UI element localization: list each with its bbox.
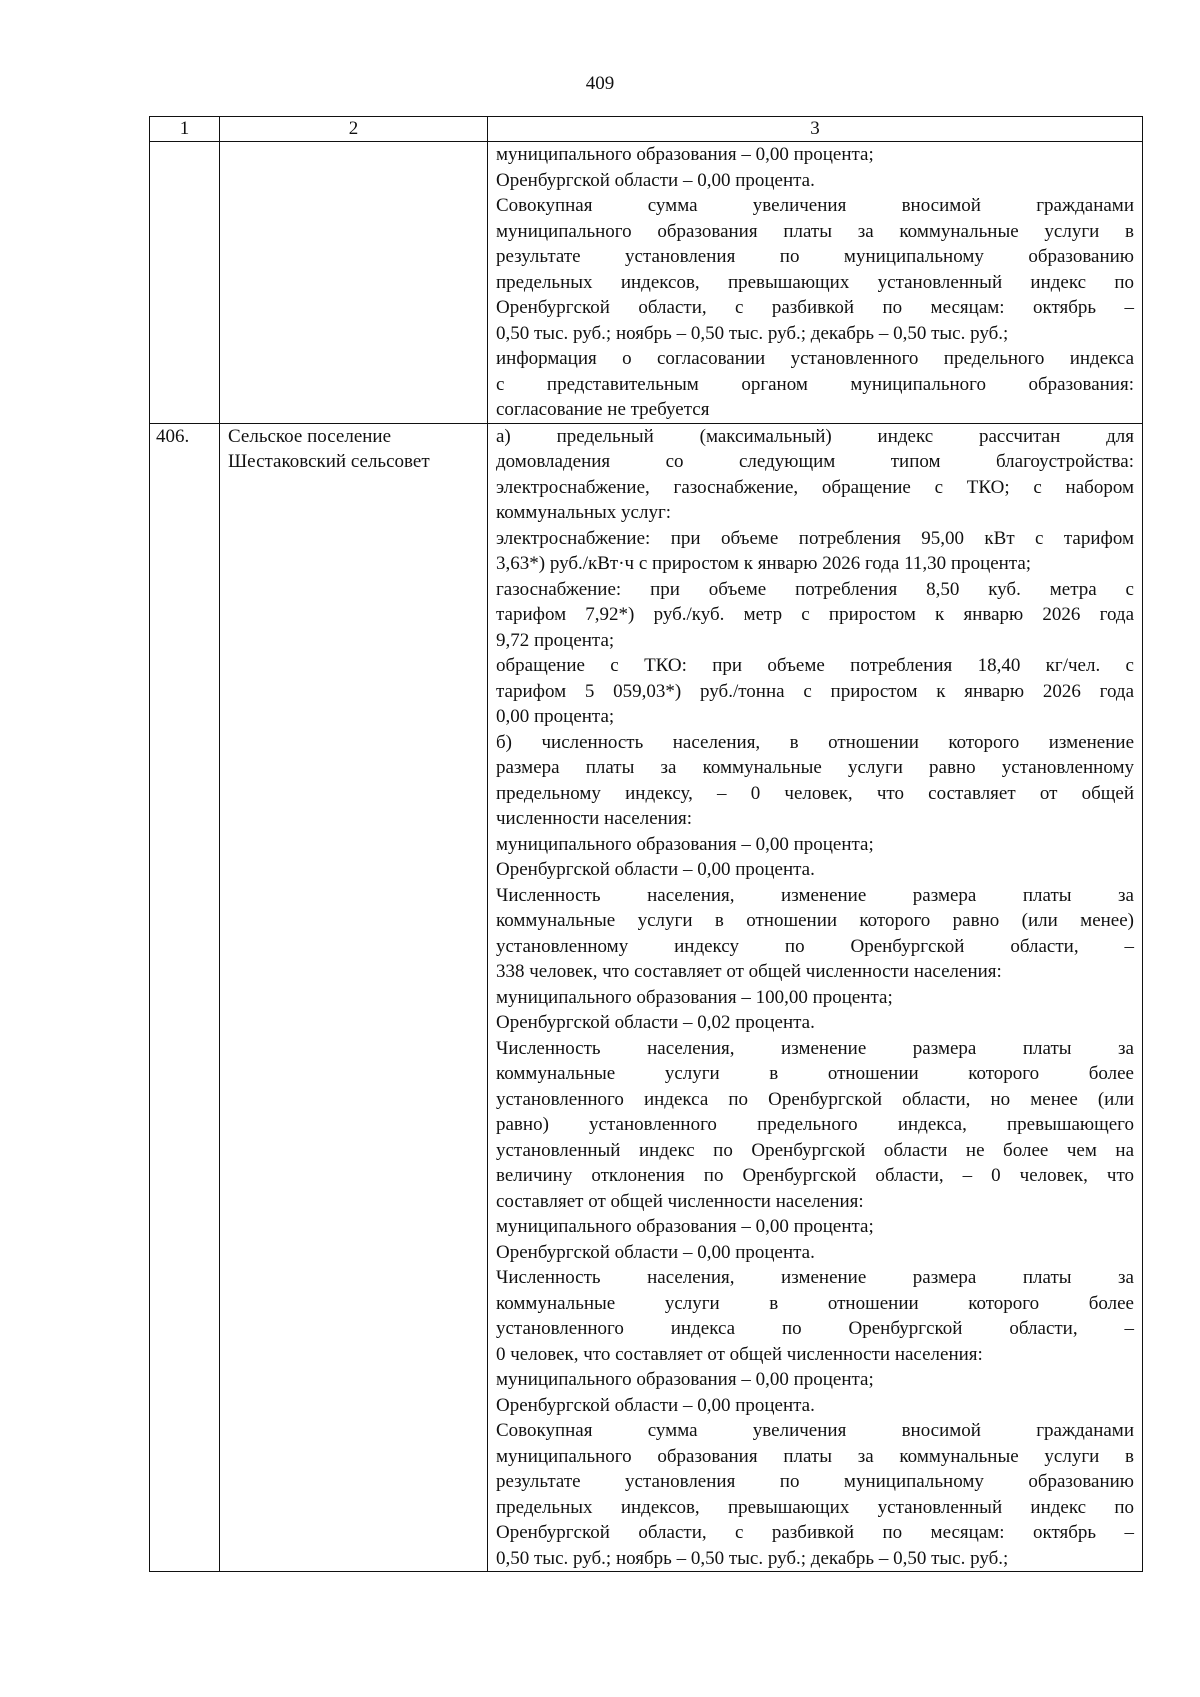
description-line: коммунальные услуги в отношении которого более xyxy=(496,1292,1134,1314)
description-line: коммунальных услуг: xyxy=(496,502,672,523)
description-line: муниципального образования платы за коммунальные услуги в xyxy=(496,220,1134,242)
description-line: равно) установленного предельного индекса, превышающего xyxy=(496,1114,1134,1135)
description-line: установленного индекса по Оренбургской области, – xyxy=(496,1318,1134,1339)
description-line: предельному индексу, – 0 человек, что составляет от общей xyxy=(496,782,1134,804)
header-cell-3: 3 xyxy=(488,117,1143,142)
description-line: 9,72 процента; xyxy=(496,629,615,651)
description-line: Численность населения, изменение размера платы за xyxy=(496,1037,1134,1059)
municipality-name-line: Шестаковский сельсовет xyxy=(228,451,430,472)
description-line: Оренбургской области – 0,02 процента. xyxy=(496,1012,815,1033)
description-cell xyxy=(488,142,1143,424)
description-line: тарифом 5 059,03*) руб./тонна с приростом к январю 2026 года xyxy=(496,680,1134,702)
header-cell-2: 2 xyxy=(220,117,488,142)
description-line: установленному индексу по Оренбургской области, – xyxy=(496,935,1134,957)
description-line: предельных индексов, превышающих установленный индекс по xyxy=(496,1496,1134,1518)
description-line: с представительным органом муниципального образования: xyxy=(496,373,1134,395)
description-line: Оренбургской области – 0,00 процента. xyxy=(496,1241,815,1263)
municipality-name-cell xyxy=(220,423,488,1572)
description-line: электроснабжение, газоснабжение, обращение с ТКО; с набором xyxy=(496,476,1134,498)
description-line: домовладения со следующим типом благоустройства: xyxy=(496,451,1134,472)
description-line: б) численность населения, в отношении которого изменение xyxy=(496,731,1134,753)
page-number: 409 xyxy=(585,73,615,94)
description-line: согласование не требуется xyxy=(496,399,710,420)
description-line: составляет от общей численности населения: xyxy=(496,1190,864,1212)
description-line: тарифом 7,92*) руб./куб. метр с приростом к январю 2026 года xyxy=(496,604,1134,625)
description-line: муниципального образования платы за коммунальные услуги в xyxy=(496,1445,1134,1467)
description-line: коммунальные услуги в отношении которого более xyxy=(496,1063,1134,1084)
description-line: Численность населения, изменение размера платы за xyxy=(496,1267,1134,1288)
municipality-name-cell xyxy=(220,142,488,424)
description-line: численности населения: xyxy=(496,808,693,829)
description-line: предельных индексов, превышающих установленный индекс по xyxy=(496,271,1134,293)
description-line: электроснабжение: при объеме потребления 95,00 кВт с тарифом xyxy=(496,527,1134,549)
description-line: установленного индекса по Оренбургской области, но менее (или xyxy=(496,1088,1134,1110)
description-line: результате установления по муниципальному образованию xyxy=(496,246,1134,267)
description-line: обращение с ТКО: при объеме потребления 18,40 кг/чел. с xyxy=(496,655,1134,676)
table-row xyxy=(150,142,1143,424)
document-table xyxy=(149,116,1143,1572)
description-line: 3,63*) руб./кВт·ч с приростом к январю 2026 года 11,30 процента; xyxy=(496,553,1032,574)
description-line: Совокупная сумма увеличения вносимой гражданами xyxy=(496,195,1134,216)
description-cell xyxy=(488,423,1143,1572)
description-line: величину отклонения по Оренбургской области, – 0 человек, что xyxy=(496,1165,1134,1186)
table-row xyxy=(150,423,1143,1572)
description-line: Оренбургской области – 0,00 процента. xyxy=(496,1394,815,1416)
description-line: муниципального образования – 0,00 процента; xyxy=(496,1369,874,1390)
header-cell-1: 1 xyxy=(150,117,220,142)
description-line: Оренбургской области – 0,00 процента. xyxy=(496,169,815,191)
description-line: установленный индекс по Оренбургской области не более чем на xyxy=(496,1139,1134,1161)
description-line: Оренбургской области, с разбивкой по месяцам: октябрь – xyxy=(496,297,1134,318)
row-number-cell xyxy=(150,142,220,424)
description-line: 338 человек, что составляет от общей численности населения: xyxy=(496,961,1002,982)
description-line: 0,00 процента; xyxy=(496,706,615,727)
description-line: Численность населения, изменение размера платы за xyxy=(496,884,1134,906)
row-number-cell: 406. xyxy=(150,423,220,1572)
description-line: размера платы за коммунальные услуги равно установленному xyxy=(496,757,1134,778)
description-line: 0,50 тыс. руб.; ноябрь – 0,50 тыс. руб.; декабрь – 0,50 тыс. руб.; xyxy=(496,322,1009,344)
description-line: Совокупная сумма увеличения вносимой гражданами xyxy=(496,1420,1134,1441)
description-line: Оренбургской области – 0,00 процента. xyxy=(496,859,815,880)
description-line: Оренбургской области, с разбивкой по месяцам: октябрь – xyxy=(496,1522,1134,1543)
table-header-row xyxy=(150,117,1143,142)
municipality-name-line: Сельское поселение xyxy=(228,425,392,447)
description-line: результате установления по муниципальному образованию xyxy=(496,1471,1134,1492)
description-line: информация о согласовании установленного предельного индекса xyxy=(496,348,1134,369)
description-line: газоснабжение: при объеме потребления 8,50 куб. метра с xyxy=(496,578,1134,600)
description-line: муниципального образования – 0,00 процента; xyxy=(496,144,874,165)
description-line: коммунальные услуги в отношении которого равно (или менее) xyxy=(496,910,1134,931)
description-line: муниципального образования – 100,00 процента; xyxy=(496,986,893,1008)
description-line: муниципального образования – 0,00 процента; xyxy=(496,833,874,855)
description-line: 0,50 тыс. руб.; ноябрь – 0,50 тыс. руб.; декабрь – 0,50 тыс. руб.; xyxy=(496,1547,1009,1569)
description-line: а) предельный (максимальный) индекс рассчитан для xyxy=(496,425,1134,447)
description-line: 0 человек, что составляет от общей численности населения: xyxy=(496,1343,983,1365)
description-line: муниципального образования – 0,00 процента; xyxy=(496,1216,874,1237)
